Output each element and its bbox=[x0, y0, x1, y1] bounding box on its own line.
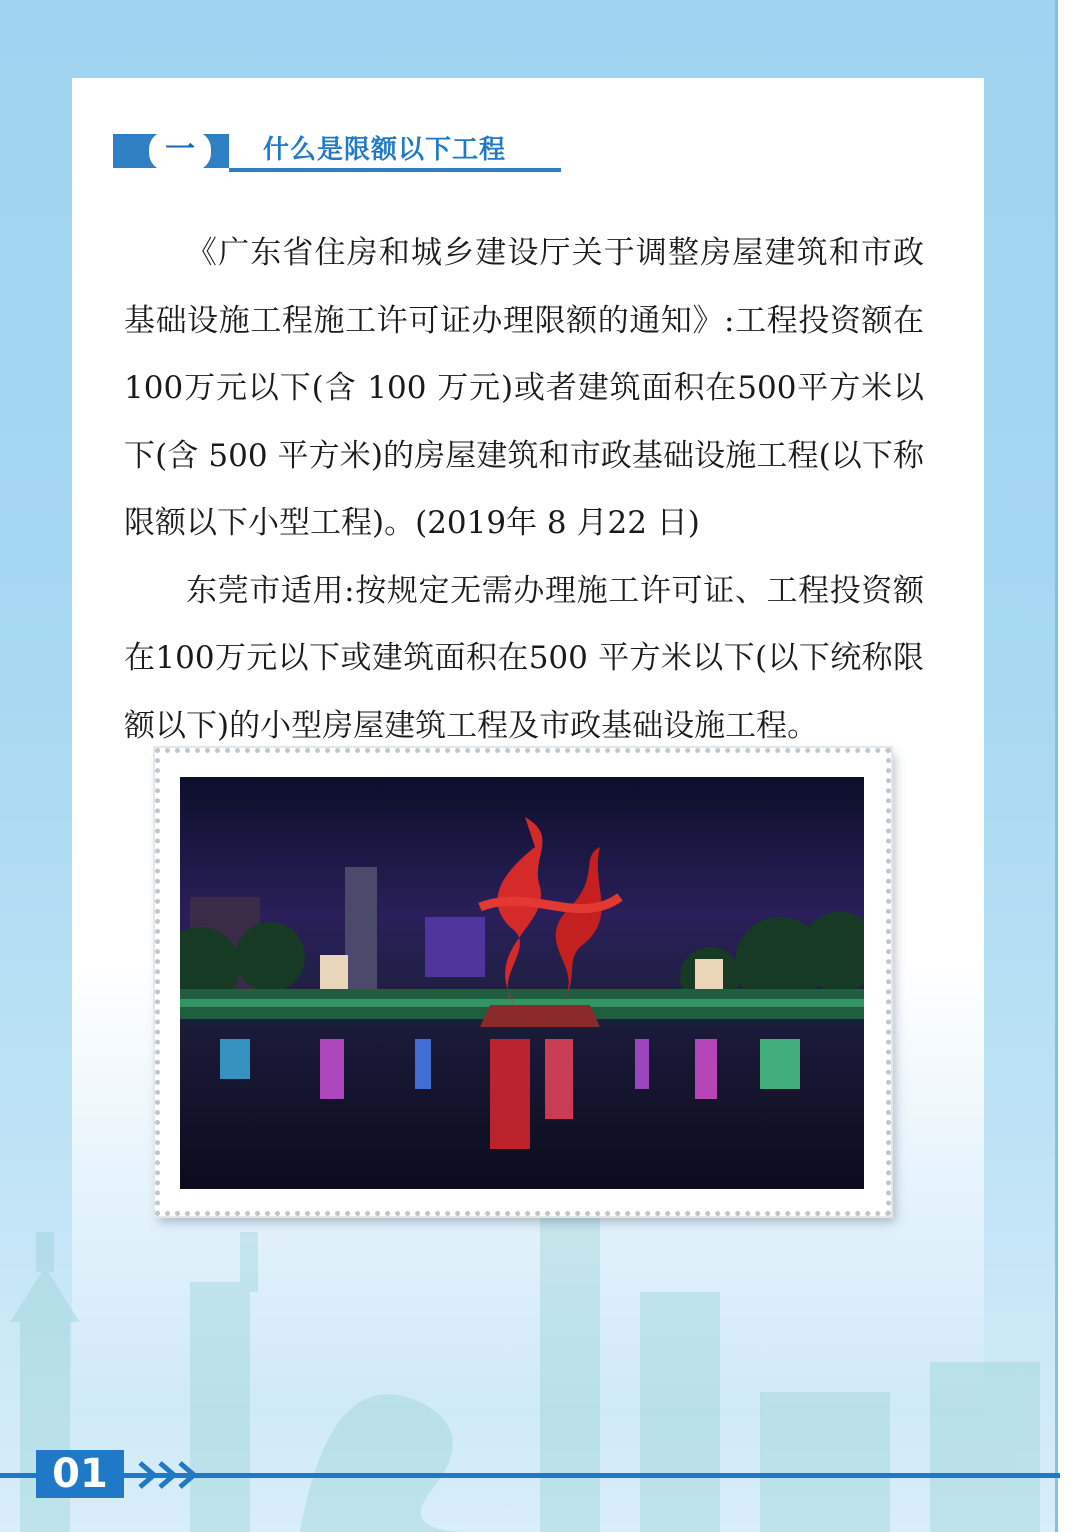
section-heading bbox=[113, 134, 561, 172]
page-number: 01 bbox=[36, 1450, 124, 1498]
section-title: 什么是限额以下工程 bbox=[263, 135, 507, 165]
paragraph-dongguan: 东莞市适用:按规定无需办理施工许可证、工程投资额在100万元以下或建筑面积在500 平方米以下(以下统称限额以下)的小型房屋建筑工程及市政基础设施工程。 bbox=[124, 572, 924, 744]
chevrons-right-icon bbox=[136, 1455, 206, 1495]
heading-underline bbox=[229, 168, 561, 172]
body-text bbox=[124, 220, 924, 760]
photo-illustration bbox=[180, 777, 864, 1189]
section-number: 一 bbox=[149, 131, 211, 171]
night-square-photo bbox=[180, 777, 864, 1189]
paragraph-notice: 《广东省住房和城乡建设厅关于调整房屋建筑和市政基础设施工程施工许可证办理限额的通知》:工程投资额在100万元以下(含 100 万元)或者建筑面积在500平方米以下(含 500 平方米)的房屋建筑和市政基础设施工程(以下称限额以下小型工程)。(2019年 8 月22 日) bbox=[124, 235, 924, 541]
stamp-frame bbox=[155, 748, 891, 1216]
right-edge bbox=[1058, 0, 1080, 1532]
